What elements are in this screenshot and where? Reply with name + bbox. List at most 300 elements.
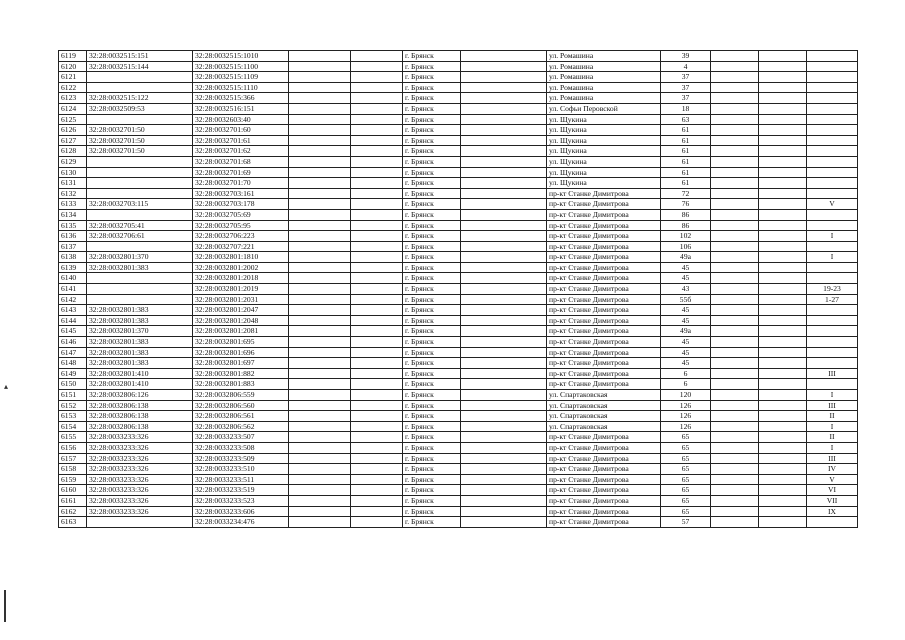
house-number-cell: 65	[661, 432, 711, 443]
empty-cell	[711, 347, 759, 358]
empty-cell	[711, 167, 759, 178]
land-cadastral-cell	[87, 178, 193, 189]
land-cadastral-cell: 32:28:0032701:50	[87, 135, 193, 146]
empty-cell	[289, 231, 351, 242]
row-number-cell: 6142	[59, 294, 87, 305]
city-cell: г. Брянск	[403, 411, 461, 422]
empty-cell	[289, 262, 351, 273]
object-cadastral-cell: 32:28:0032705:95	[193, 220, 289, 231]
empty-cell	[759, 326, 807, 337]
street-cell: ул. Щукина	[547, 146, 661, 157]
city-cell: г. Брянск	[403, 464, 461, 475]
land-cadastral-cell: 32:28:0032703:115	[87, 199, 193, 210]
apartment-cell	[807, 51, 858, 62]
row-number-cell: 6162	[59, 506, 87, 517]
object-cadastral-cell: 32:28:0032801:2018	[193, 273, 289, 284]
empty-cell	[711, 442, 759, 453]
house-number-cell: 86	[661, 209, 711, 220]
empty-cell	[351, 273, 403, 284]
empty-cell	[759, 125, 807, 136]
table-row	[59, 273, 858, 284]
empty-cell	[351, 51, 403, 62]
object-cadastral-cell: 32:28:0032515:1010	[193, 51, 289, 62]
empty-cell	[289, 114, 351, 125]
land-cadastral-cell: 32:28:0033233:326	[87, 464, 193, 475]
apartment-cell	[807, 241, 858, 252]
city-cell: г. Брянск	[403, 209, 461, 220]
empty-cell	[759, 390, 807, 401]
empty-cell	[759, 337, 807, 348]
object-cadastral-cell: 32:28:0032801:1810	[193, 252, 289, 263]
house-number-cell: 65	[661, 453, 711, 464]
empty-cell	[461, 231, 547, 242]
city-cell: г. Брянск	[403, 421, 461, 432]
street-cell: пр-кт Станке Димитрова	[547, 506, 661, 517]
empty-cell	[711, 506, 759, 517]
object-cadastral-cell: 32:28:0032801:695	[193, 337, 289, 348]
empty-cell	[289, 400, 351, 411]
empty-cell	[351, 61, 403, 72]
empty-cell	[711, 103, 759, 114]
empty-cell	[711, 199, 759, 210]
apartment-cell: 19-23	[807, 284, 858, 295]
city-cell: г. Брянск	[403, 474, 461, 485]
city-cell: г. Брянск	[403, 241, 461, 252]
apartment-cell	[807, 93, 858, 104]
object-cadastral-cell: 32:28:0033233:606	[193, 506, 289, 517]
object-cadastral-cell: 32:28:0032707:221	[193, 241, 289, 252]
empty-cell	[711, 464, 759, 475]
apartment-cell: I	[807, 252, 858, 263]
empty-cell	[759, 453, 807, 464]
street-cell: ул. Ромашина	[547, 93, 661, 104]
house-number-cell: 37	[661, 93, 711, 104]
street-cell: ул. Щукина	[547, 135, 661, 146]
house-number-cell: 65	[661, 464, 711, 475]
apartment-cell: IV	[807, 464, 858, 475]
street-cell: ул. Спартаковская	[547, 400, 661, 411]
empty-cell	[759, 93, 807, 104]
apartment-cell	[807, 315, 858, 326]
street-cell: пр-кт Станке Димитрова	[547, 209, 661, 220]
street-cell: пр-кт Станке Димитрова	[547, 464, 661, 475]
empty-cell	[351, 156, 403, 167]
empty-cell	[289, 294, 351, 305]
street-cell: пр-кт Станке Димитрова	[547, 188, 661, 199]
empty-cell	[759, 464, 807, 475]
empty-cell	[289, 326, 351, 337]
empty-cell	[351, 82, 403, 93]
land-cadastral-cell: 32:28:0032806:138	[87, 421, 193, 432]
empty-cell	[759, 517, 807, 528]
city-cell: г. Брянск	[403, 262, 461, 273]
empty-cell	[351, 390, 403, 401]
empty-cell	[289, 464, 351, 475]
empty-cell	[461, 167, 547, 178]
city-cell: г. Брянск	[403, 114, 461, 125]
empty-cell	[351, 146, 403, 157]
empty-cell	[351, 103, 403, 114]
empty-cell	[351, 517, 403, 528]
city-cell: г. Брянск	[403, 135, 461, 146]
land-cadastral-cell: 32:28:0032806:138	[87, 400, 193, 411]
land-cadastral-cell: 32:28:0032515:144	[87, 61, 193, 72]
land-cadastral-cell	[87, 241, 193, 252]
city-cell: г. Брянск	[403, 347, 461, 358]
house-number-cell: 4	[661, 61, 711, 72]
city-cell: г. Брянск	[403, 93, 461, 104]
empty-cell	[289, 506, 351, 517]
land-cadastral-cell	[87, 114, 193, 125]
empty-cell	[759, 61, 807, 72]
house-number-cell: 106	[661, 241, 711, 252]
apartment-cell	[807, 167, 858, 178]
street-cell: пр-кт Станке Димитрова	[547, 368, 661, 379]
table-row	[59, 464, 858, 475]
empty-cell	[461, 464, 547, 475]
land-cadastral-cell: 32:28:0032806:126	[87, 390, 193, 401]
street-cell: пр-кт Станке Димитрова	[547, 231, 661, 242]
empty-cell	[351, 93, 403, 104]
city-cell: г. Брянск	[403, 495, 461, 506]
empty-cell	[289, 146, 351, 157]
street-cell: ул. Спартаковская	[547, 390, 661, 401]
object-cadastral-cell: 32:28:0032701:70	[193, 178, 289, 189]
apartment-cell: V	[807, 474, 858, 485]
object-cadastral-cell: 32:28:0033233:519	[193, 485, 289, 496]
empty-cell	[351, 284, 403, 295]
apartment-cell: II	[807, 411, 858, 422]
apartment-cell	[807, 146, 858, 157]
land-cadastral-cell	[87, 156, 193, 167]
apartment-cell	[807, 358, 858, 369]
row-number-cell: 6138	[59, 252, 87, 263]
empty-cell	[759, 188, 807, 199]
empty-cell	[351, 442, 403, 453]
empty-cell	[759, 421, 807, 432]
table-row	[59, 241, 858, 252]
empty-cell	[461, 379, 547, 390]
house-number-cell: 45	[661, 337, 711, 348]
row-number-cell: 6160	[59, 485, 87, 496]
empty-cell	[351, 114, 403, 125]
city-cell: г. Брянск	[403, 199, 461, 210]
empty-cell	[289, 442, 351, 453]
empty-cell	[759, 220, 807, 231]
row-number-cell: 6143	[59, 305, 87, 316]
empty-cell	[461, 135, 547, 146]
empty-cell	[461, 517, 547, 528]
land-cadastral-cell: 32:28:0033233:326	[87, 442, 193, 453]
table-row	[59, 188, 858, 199]
row-number-cell: 6158	[59, 464, 87, 475]
object-cadastral-cell: 32:28:0032801:2048	[193, 315, 289, 326]
land-cadastral-cell: 32:28:0032701:50	[87, 146, 193, 157]
city-cell: г. Брянск	[403, 337, 461, 348]
apartment-cell	[807, 61, 858, 72]
table-row	[59, 72, 858, 83]
empty-cell	[711, 368, 759, 379]
table-row	[59, 453, 858, 464]
empty-cell	[461, 199, 547, 210]
empty-cell	[289, 390, 351, 401]
house-number-cell: 18	[661, 103, 711, 114]
city-cell: г. Брянск	[403, 231, 461, 242]
empty-cell	[461, 156, 547, 167]
empty-cell	[461, 495, 547, 506]
house-number-cell: 61	[661, 146, 711, 157]
street-cell: пр-кт Станке Димитрова	[547, 517, 661, 528]
empty-cell	[351, 262, 403, 273]
house-number-cell: 6	[661, 368, 711, 379]
empty-cell	[351, 305, 403, 316]
empty-cell	[351, 315, 403, 326]
house-number-cell: 45	[661, 315, 711, 326]
house-number-cell: 45	[661, 273, 711, 284]
object-cadastral-cell: 32:28:0032801:697	[193, 358, 289, 369]
empty-cell	[759, 72, 807, 83]
row-number-cell: 6123	[59, 93, 87, 104]
street-cell: пр-кт Станке Димитрова	[547, 262, 661, 273]
empty-cell	[461, 51, 547, 62]
empty-cell	[711, 125, 759, 136]
row-number-cell: 6124	[59, 103, 87, 114]
land-cadastral-cell: 32:28:0033233:326	[87, 453, 193, 464]
city-cell: г. Брянск	[403, 51, 461, 62]
city-cell: г. Брянск	[403, 368, 461, 379]
land-cadastral-cell	[87, 209, 193, 220]
empty-cell	[711, 82, 759, 93]
empty-cell	[461, 453, 547, 464]
table-row	[59, 326, 858, 337]
empty-cell	[711, 337, 759, 348]
street-cell: пр-кт Станке Димитрова	[547, 220, 661, 231]
land-cadastral-cell: 32:28:0032801:410	[87, 368, 193, 379]
empty-cell	[289, 135, 351, 146]
house-number-cell: 65	[661, 506, 711, 517]
house-number-cell: 37	[661, 72, 711, 83]
empty-cell	[461, 474, 547, 485]
object-cadastral-cell: 32:28:0032801:696	[193, 347, 289, 358]
street-cell: пр-кт Станке Димитрова	[547, 442, 661, 453]
empty-cell	[759, 411, 807, 422]
city-cell: г. Брянск	[403, 273, 461, 284]
empty-cell	[289, 156, 351, 167]
street-cell: ул. Щукина	[547, 178, 661, 189]
table-row	[59, 474, 858, 485]
city-cell: г. Брянск	[403, 400, 461, 411]
row-number-cell: 6155	[59, 432, 87, 443]
empty-cell	[289, 315, 351, 326]
row-number-cell: 6140	[59, 273, 87, 284]
object-cadastral-cell: 32:28:0032515:366	[193, 93, 289, 104]
row-number-cell: 6145	[59, 326, 87, 337]
row-number-cell: 6156	[59, 442, 87, 453]
table-row	[59, 485, 858, 496]
empty-cell	[759, 178, 807, 189]
house-number-cell: 45	[661, 305, 711, 316]
house-number-cell: 65	[661, 442, 711, 453]
street-cell: ул. Щукина	[547, 114, 661, 125]
empty-cell	[711, 517, 759, 528]
table-row	[59, 82, 858, 93]
house-number-cell: 45	[661, 358, 711, 369]
land-cadastral-cell: 32:28:0032706:61	[87, 231, 193, 242]
empty-cell	[461, 337, 547, 348]
empty-cell	[289, 252, 351, 263]
street-cell: пр-кт Станке Димитрова	[547, 326, 661, 337]
empty-cell	[711, 252, 759, 263]
empty-cell	[461, 252, 547, 263]
apartment-cell	[807, 220, 858, 231]
empty-cell	[711, 305, 759, 316]
empty-cell	[759, 241, 807, 252]
row-number-cell: 6141	[59, 284, 87, 295]
street-cell: ул. Спартаковская	[547, 411, 661, 422]
apartment-cell	[807, 82, 858, 93]
table-row	[59, 337, 858, 348]
land-cadastral-cell	[87, 294, 193, 305]
object-cadastral-cell: 32:28:0032706:223	[193, 231, 289, 242]
street-cell: ул. Спартаковская	[547, 421, 661, 432]
apartment-cell	[807, 262, 858, 273]
house-number-cell: 49а	[661, 326, 711, 337]
apartment-cell: VI	[807, 485, 858, 496]
empty-cell	[351, 199, 403, 210]
empty-cell	[711, 485, 759, 496]
empty-cell	[351, 411, 403, 422]
empty-cell	[289, 125, 351, 136]
empty-cell	[759, 474, 807, 485]
city-cell: г. Брянск	[403, 379, 461, 390]
empty-cell	[759, 294, 807, 305]
land-cadastral-cell: 32:28:0032801:383	[87, 337, 193, 348]
house-number-cell: 126	[661, 411, 711, 422]
city-cell: г. Брянск	[403, 506, 461, 517]
empty-cell	[351, 241, 403, 252]
empty-cell	[759, 146, 807, 157]
empty-cell	[759, 368, 807, 379]
street-cell: пр-кт Станке Димитрова	[547, 358, 661, 369]
street-cell: пр-кт Станке Димитрова	[547, 284, 661, 295]
empty-cell	[351, 209, 403, 220]
empty-cell	[759, 114, 807, 125]
street-cell: пр-кт Станке Димитрова	[547, 241, 661, 252]
street-cell: ул. Щукина	[547, 167, 661, 178]
row-number-cell: 6153	[59, 411, 87, 422]
apartment-cell	[807, 156, 858, 167]
house-number-cell: 61	[661, 135, 711, 146]
empty-cell	[711, 400, 759, 411]
row-number-cell: 6127	[59, 135, 87, 146]
empty-cell	[351, 220, 403, 231]
house-number-cell: 65	[661, 485, 711, 496]
apartment-cell: I	[807, 231, 858, 242]
city-cell: г. Брянск	[403, 82, 461, 93]
land-cadastral-cell	[87, 517, 193, 528]
scan-edge-bar	[4, 590, 6, 622]
empty-cell	[711, 178, 759, 189]
empty-cell	[461, 294, 547, 305]
apartment-cell	[807, 379, 858, 390]
apartment-cell	[807, 273, 858, 284]
row-number-cell: 6149	[59, 368, 87, 379]
row-number-cell: 6139	[59, 262, 87, 273]
empty-cell	[461, 146, 547, 157]
empty-cell	[759, 82, 807, 93]
empty-cell	[759, 305, 807, 316]
table-row	[59, 93, 858, 104]
empty-cell	[759, 485, 807, 496]
empty-cell	[759, 379, 807, 390]
land-cadastral-cell: 32:28:0032705:41	[87, 220, 193, 231]
empty-cell	[759, 252, 807, 263]
object-cadastral-cell: 32:28:0032801:882	[193, 368, 289, 379]
empty-cell	[759, 103, 807, 114]
house-number-cell: 61	[661, 178, 711, 189]
empty-cell	[289, 199, 351, 210]
row-number-cell: 6132	[59, 188, 87, 199]
land-cadastral-cell	[87, 72, 193, 83]
empty-cell	[461, 368, 547, 379]
street-cell: пр-кт Станке Димитрова	[547, 432, 661, 443]
empty-cell	[711, 61, 759, 72]
city-cell: г. Брянск	[403, 390, 461, 401]
empty-cell	[711, 326, 759, 337]
apartment-cell	[807, 125, 858, 136]
empty-cell	[711, 114, 759, 125]
house-number-cell: 126	[661, 421, 711, 432]
empty-cell	[351, 326, 403, 337]
object-cadastral-cell: 32:28:0032801:2031	[193, 294, 289, 305]
street-cell: ул. Ромашина	[547, 72, 661, 83]
empty-cell	[461, 125, 547, 136]
empty-cell	[759, 209, 807, 220]
empty-cell	[461, 220, 547, 231]
table-row	[59, 347, 858, 358]
table-row	[59, 379, 858, 390]
empty-cell	[759, 400, 807, 411]
house-number-cell: 49а	[661, 252, 711, 263]
object-cadastral-cell: 32:28:0032701:68	[193, 156, 289, 167]
empty-cell	[351, 464, 403, 475]
table-row	[59, 199, 858, 210]
apartment-cell: I	[807, 390, 858, 401]
empty-cell	[711, 156, 759, 167]
empty-cell	[351, 485, 403, 496]
empty-cell	[351, 400, 403, 411]
land-cadastral-cell	[87, 188, 193, 199]
object-cadastral-cell: 32:28:0032515:1110	[193, 82, 289, 93]
empty-cell	[461, 442, 547, 453]
empty-cell	[759, 156, 807, 167]
row-number-cell: 6121	[59, 72, 87, 83]
city-cell: г. Брянск	[403, 188, 461, 199]
empty-cell	[461, 421, 547, 432]
empty-cell	[759, 347, 807, 358]
house-number-cell: 86	[661, 220, 711, 231]
empty-cell	[759, 442, 807, 453]
street-cell: пр-кт Станке Димитрова	[547, 453, 661, 464]
object-cadastral-cell: 32:28:0032516:151	[193, 103, 289, 114]
empty-cell	[289, 82, 351, 93]
land-cadastral-cell: 32:28:0033233:326	[87, 506, 193, 517]
street-cell: пр-кт Станке Димитрова	[547, 495, 661, 506]
empty-cell	[711, 474, 759, 485]
empty-cell	[461, 411, 547, 422]
street-cell: пр-кт Станке Димитрова	[547, 474, 661, 485]
empty-cell	[711, 379, 759, 390]
